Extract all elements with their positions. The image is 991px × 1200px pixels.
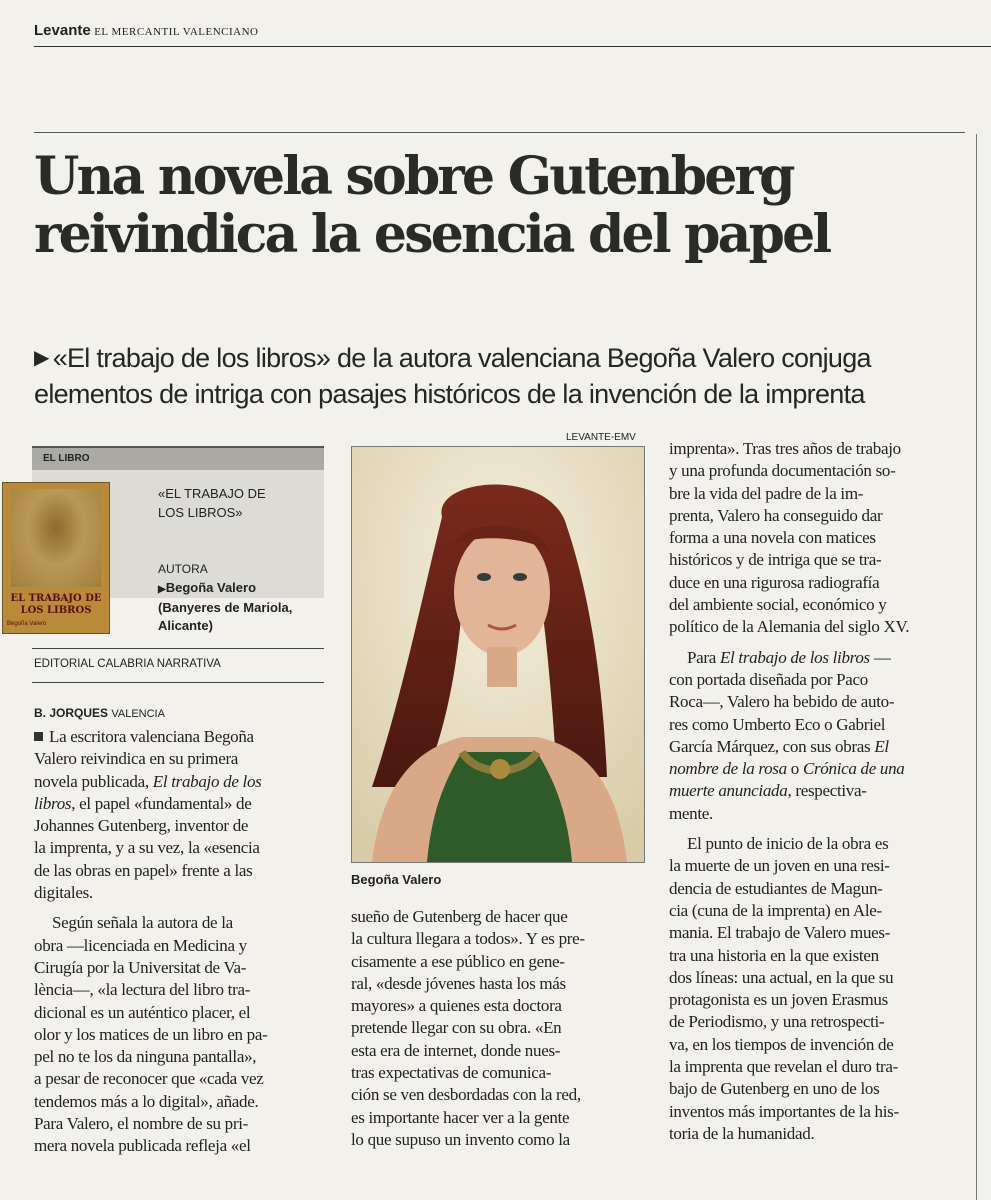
- author-origin-line-1: (Banyeres de Mariola,: [158, 600, 293, 615]
- body-line: la imprenta que revelan el duro tra-: [669, 1057, 898, 1077]
- work-title-italic: Crónica de una: [802, 759, 905, 779]
- body-line: es importante hacer ver a la gente: [351, 1107, 570, 1127]
- book-title: [158, 484, 318, 522]
- body-line: político de la Alemania del siglo XV.: [669, 617, 910, 637]
- body-column-3: [669, 438, 969, 1145]
- body-line: La escritora valenciana Begoña: [49, 727, 254, 746]
- body-line: y una profunda documentación so-: [669, 461, 896, 481]
- work-title-italic: El: [874, 736, 889, 756]
- body-line: toria de la humanidad.: [669, 1123, 815, 1143]
- masthead-brand: Levante: [34, 22, 91, 39]
- body-line: mayores» a quienes esta doctora: [351, 996, 562, 1016]
- work-title-italic: nombre de la rosa: [669, 759, 787, 779]
- body-line: res como Umberto Eco o Gabriel: [669, 714, 886, 734]
- right-column-rule: [976, 134, 977, 1200]
- body-line: Johannes Gutenberg, inventor de: [34, 816, 249, 836]
- body-line: cisamente a ese público en gene-: [351, 951, 565, 971]
- book-box-bottom-rule: [32, 682, 324, 683]
- body-line: la imprenta, y a su vez, la «esencia: [34, 838, 260, 858]
- headline: [34, 148, 974, 264]
- body-line: bajo de Gutenberg en uno de los: [669, 1079, 880, 1099]
- body-line: mera novela publicada refleja «el: [34, 1136, 251, 1156]
- book-cover-image: [2, 482, 110, 634]
- book-title-line-2: LOS LIBROS»: [158, 505, 243, 520]
- body-line: novela publicada, El trabajo de los: [34, 771, 262, 791]
- byline-place: VALENCIA: [111, 708, 165, 720]
- body-line: libros, el papel «fundamental» de: [34, 793, 252, 813]
- body-line: tendemos más a lo digital», añade.: [34, 1091, 259, 1111]
- author-origin-line-2: Alicante): [158, 618, 213, 633]
- body-line: inventos más importantes de la his-: [669, 1101, 899, 1121]
- body-line: ral, «desde jóvenes hasta los más: [351, 973, 566, 993]
- author-photo: [351, 446, 645, 863]
- headline-line-2: reivindica la esencia del papel: [34, 204, 830, 265]
- body-line: la cultura llegara a todos». Y es pre-: [351, 929, 585, 949]
- body-line: lència—, «la lectura del libro tra-: [34, 980, 251, 1000]
- body-line: Roca—, Valero ha bebido de auto-: [669, 692, 895, 712]
- top-rule: [34, 46, 991, 47]
- book-box-header: [32, 446, 324, 470]
- photo-credit: LEVANTE-EMV: [566, 432, 636, 443]
- body-line: bre la vida del padre de la im-: [669, 483, 864, 503]
- work-title-italic: muerte anunciada: [669, 781, 788, 801]
- body-line: la muerte de un joven en una resi-: [669, 856, 890, 876]
- body-line: del ambiente social, económico y: [669, 595, 887, 615]
- body-line: muerte anunciada, respectiva-: [669, 781, 867, 801]
- body-line: protagonista es un joven Erasmus: [669, 990, 888, 1010]
- body-line: El punto de inicio de la obra es: [687, 834, 889, 854]
- body-line: históricos y de intriga que se tra-: [669, 550, 882, 570]
- body-line: dicional es un auténtico placer, el: [34, 1002, 251, 1022]
- body-line: García Márquez, con sus obras El: [669, 736, 889, 756]
- headline-line-1: Una novela sobre Gutenberg: [34, 146, 793, 207]
- body-line: forma a una novela con matices: [669, 528, 876, 548]
- body-line: dencia de estudiantes de Magun-: [669, 878, 883, 898]
- body-line: tras expectativas de comunica-: [351, 1063, 552, 1083]
- body-line: obra —licenciada en Medicina y: [34, 935, 247, 955]
- book-box-header-label: EL LIBRO: [43, 453, 90, 464]
- author-triangle-icon: ▶: [158, 584, 166, 595]
- body-line: duce en una rigurosa radiografía: [669, 572, 880, 592]
- body-line: mania. El trabajo de Valero mues-: [669, 923, 891, 943]
- play-triangle-icon: ▶: [34, 347, 49, 369]
- subheadline-line-1: «El trabajo de los libros» de la autora valenciana Begoña Valero conjuga: [52, 343, 871, 373]
- body-line: de las obras en papel» frente a las: [34, 860, 253, 880]
- body-line: pretende llegar con su obra. «En: [351, 1018, 562, 1038]
- body-line: pel no te los da ninguna pantalla»,: [34, 1047, 257, 1067]
- book-title-italic: libros: [34, 793, 72, 813]
- body-line: esta era de internet, donde nues-: [351, 1040, 561, 1060]
- cover-author: Begoña Valero: [7, 621, 47, 627]
- body-line: de Periodismo, y una retrospecti-: [669, 1012, 885, 1032]
- subheadline-line-2: elementos de intriga con pasajes históricos de la invención de la imprenta: [34, 379, 865, 409]
- headline-rule: [34, 132, 965, 133]
- body-line: olor y los matices de un libro en pa-: [34, 1024, 268, 1044]
- body-line: sueño de Gutenberg de hacer que: [351, 907, 568, 926]
- body-line: Según señala la autora de la: [52, 913, 233, 933]
- body-line: ción se ven desbordadas con la red,: [351, 1085, 581, 1105]
- body-column-1: [34, 726, 326, 1158]
- byline: [34, 706, 165, 720]
- body-line: Para Valero, el nombre de su pri-: [34, 1114, 249, 1134]
- body-column-2: [351, 906, 647, 1151]
- book-title-italic: El trabajo de los libros: [719, 647, 870, 667]
- author-name: Begoña Valero: [165, 580, 257, 595]
- author-info: [158, 579, 328, 635]
- publisher: EDITORIAL CALABRIA NARRATIVA: [34, 658, 221, 670]
- body-line: va, en los tiempos de invención de: [669, 1034, 894, 1054]
- subheadline: [34, 342, 974, 411]
- author-photo-illustration: [352, 447, 644, 862]
- book-title-italic: El trabajo de los: [152, 771, 262, 791]
- body-line: Cirugía por la Universitat de Va-: [34, 957, 247, 977]
- body-line: mente.: [669, 803, 713, 823]
- masthead-subtitle: EL MERCANTIL VALENCIANO: [94, 26, 259, 38]
- cover-portrait: [11, 489, 101, 587]
- body-line: Para El trabajo de los libros —: [687, 647, 891, 667]
- body-line: cia (cuna de la imprenta) en Ale-: [669, 900, 882, 920]
- author-label: AUTORA: [158, 562, 208, 576]
- cover-title: EL TRABAJO DE LOS LIBROS: [10, 593, 102, 616]
- byline-author: B. JORQUES: [34, 706, 109, 720]
- body-line: dos líneas: una actual, en la que su: [669, 967, 894, 987]
- body-line: digitales.: [34, 883, 93, 903]
- body-line: prenta, Valero ha conseguido dar: [669, 505, 883, 525]
- body-line: nombre de la rosa o Crónica de una: [669, 759, 905, 779]
- book-box-rule: [32, 648, 324, 649]
- book-title-line-1: «EL TRABAJO DE: [158, 486, 266, 501]
- photo-caption: Begoña Valero: [351, 872, 442, 887]
- body-line: tra una historia en la que existen: [669, 945, 879, 965]
- body-line: con portada diseñada por Paco: [669, 669, 869, 689]
- paragraph-square-icon: [34, 732, 43, 741]
- body-line: lo que supuso un invento como la: [351, 1129, 570, 1149]
- body-line: imprenta». Tras tres años de trabajo: [669, 439, 901, 458]
- body-line: a pesar de reconocer que «cada vez: [34, 1069, 264, 1089]
- body-line: Valero reivindica en su primera: [34, 749, 239, 769]
- masthead: [34, 22, 258, 40]
